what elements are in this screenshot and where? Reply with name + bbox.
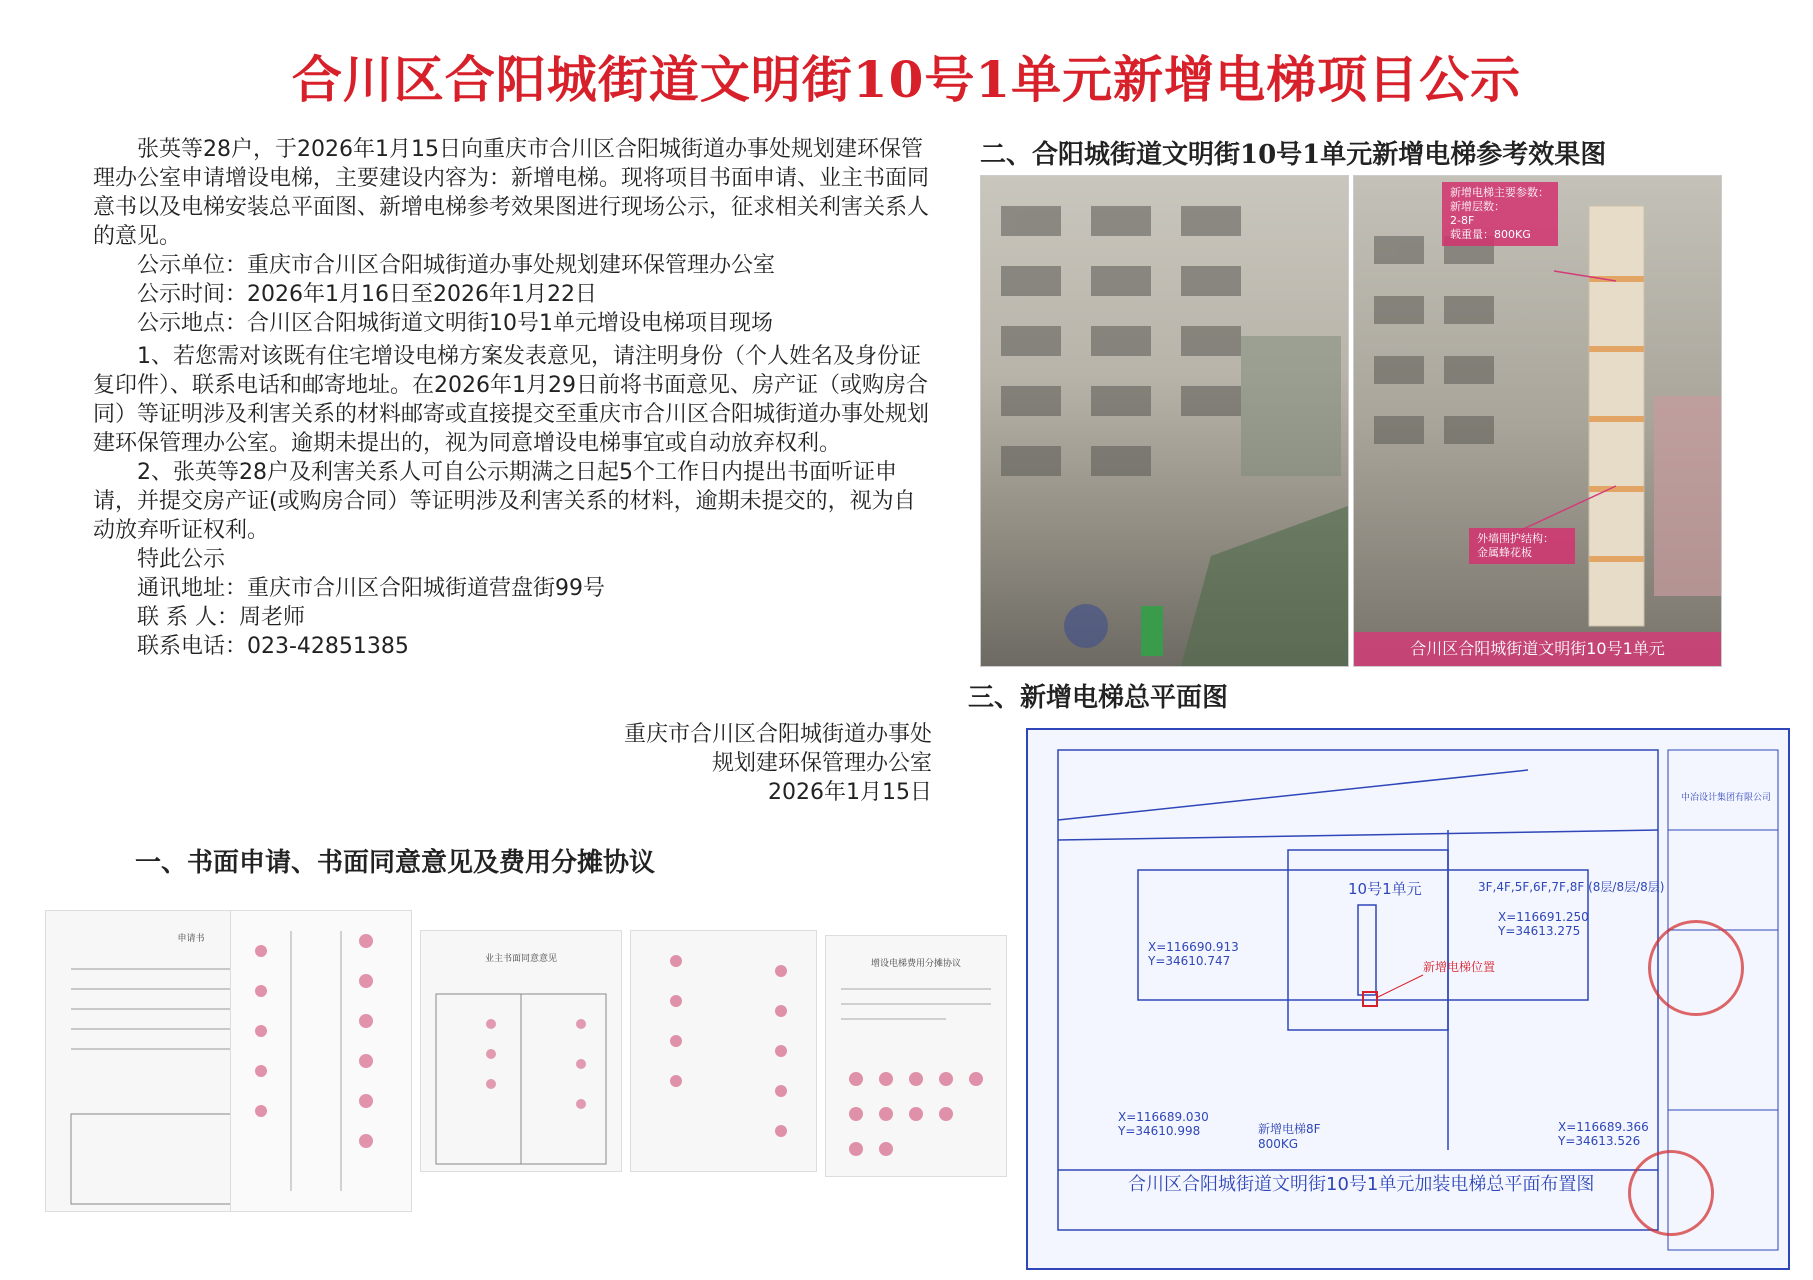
notice-text: [93, 135, 933, 661]
plan-coord-2: X=116691.250 Y=34613.275: [1498, 910, 1589, 938]
building-photo-current: [980, 175, 1349, 667]
notice-item-2: 2、张英等28户及利害关系人可自公示期满之日起5个工作日内提出书面听证申请，并提交房产证(或购房合同）等证明涉及利害关系的材料，逾期未提交的，视为自动放弃听证权利。: [93, 460, 916, 543]
plan-coord-4: X=116689.366 Y=34613.526: [1558, 1120, 1649, 1148]
notice-phone: 联系电话：023-42851385: [137, 634, 409, 659]
notice-special: 特此公示: [137, 547, 226, 572]
signoff-date: 2026年1月15日: [768, 780, 932, 805]
notice-time: 公示时间：2026年1月16日至2026年1月22日: [137, 282, 597, 307]
approval-seal-icon: [1628, 1150, 1714, 1236]
plan-unit-label: 10号1单元: [1348, 880, 1422, 898]
section-1-heading: 一、书面申请、书面同意意见及费用分摊协议: [135, 848, 656, 878]
building-illustration: [981, 176, 1348, 666]
elevator-render-illustration: [1354, 176, 1721, 666]
consent-document-title: 业主书面同意意见: [484, 954, 557, 964]
plan-coord-3: X=116689.030 Y=34610.998: [1118, 1110, 1209, 1138]
notice-place: 公示地点：合川区合阳城街道文明街10号1单元增设电梯项目现场: [137, 311, 773, 336]
application-signature-sheet: [230, 910, 412, 1212]
consent-document-table: [421, 964, 621, 1174]
consent-document: [420, 930, 622, 1172]
cost-sharing-agreement: [825, 935, 1007, 1177]
signoff-line-2: 规划建环保管理办公室: [711, 751, 932, 776]
notice-address: 通讯地址：重庆市合川区合阳城街道营盘街99号: [137, 576, 605, 601]
render-caption: 合川区合阳城街道文明街10号1单元: [1354, 632, 1721, 666]
signoff: [500, 720, 932, 807]
notice-item-1: 1、若您需对该既有住宅增设电梯方案发表意见，请注明身份（个人姓名及身份证复印件）、联系电话和邮寄地址。在2026年1月29日前将书面意见、房产证（或购房合同）等证明涉及利害关系的材料邮寄或直接提交至重庆市合川区合阳城街道办事处规划建环保管理办公室。逾期未提出的，视为同意增设电梯事宜或自动放弃权利。: [93, 344, 930, 456]
notice-intro: 张英等28户，于2026年1月15日向重庆市合川区合阳城街道办事处规划建环保管理办公室申请增设电梯，主要建设内容为：新增电梯。现将项目书面申请、业主书面同意书以及电梯安装总平面图、新增电梯参考效果图进行现场公示，征求相关利害关系人的意见。: [93, 137, 930, 249]
signature-sheet-fingerprints: [231, 911, 411, 1211]
page-title: 合川区合阳城街道文明街10号1单元新增电梯项目公示: [291, 50, 1522, 109]
site-plan: [1026, 728, 1790, 1270]
consent-signature-fingerprints: [631, 931, 816, 1171]
cost-sharing-title: 增设电梯费用分摊协议: [870, 959, 961, 969]
signoff-line-1: 重庆市合川区合阳城街道办事处: [623, 722, 932, 747]
elevator-params-callout: 新增电梯主要参数： 新增层数： 2-8F 载重量：800KG: [1442, 182, 1558, 246]
plan-company: 中冶设计集团有限公司: [1680, 793, 1771, 803]
notice-unit: 公示单位：重庆市合川区合阳城街道办事处规划建环保管理办公室: [137, 253, 776, 278]
plan-caption: 合川区合阳城街道文明街10号1单元加装电梯总平面布置图: [1128, 1174, 1595, 1195]
company-seal-icon: [1648, 920, 1744, 1016]
cost-sharing-fingerprints: [826, 969, 1006, 1179]
building-photo-render: [1353, 175, 1722, 667]
section-2-heading: 二、合阳城街道文明街10号1单元新增电梯参考效果图: [980, 140, 1607, 170]
plan-floors-label: 3F,4F,5F,6F,7F,8F (8层/8层/8层): [1478, 880, 1665, 894]
plan-elevator-label: 新增电梯位置: [1423, 960, 1496, 974]
wall-structure-callout: 外墙围护结构： 金属蜂花板: [1469, 528, 1575, 564]
application-document-title: 申请书: [177, 934, 205, 944]
consent-signature-sheet: [630, 930, 817, 1172]
plan-coord-1: X=116690.913 Y=34610.747: [1148, 940, 1239, 968]
notice-contact: 联 系 人：周老师: [137, 605, 305, 630]
section-3-heading: 三、新增电梯总平面图: [968, 683, 1229, 713]
plan-spec: 新增电梯8F 800KG: [1258, 1122, 1321, 1151]
